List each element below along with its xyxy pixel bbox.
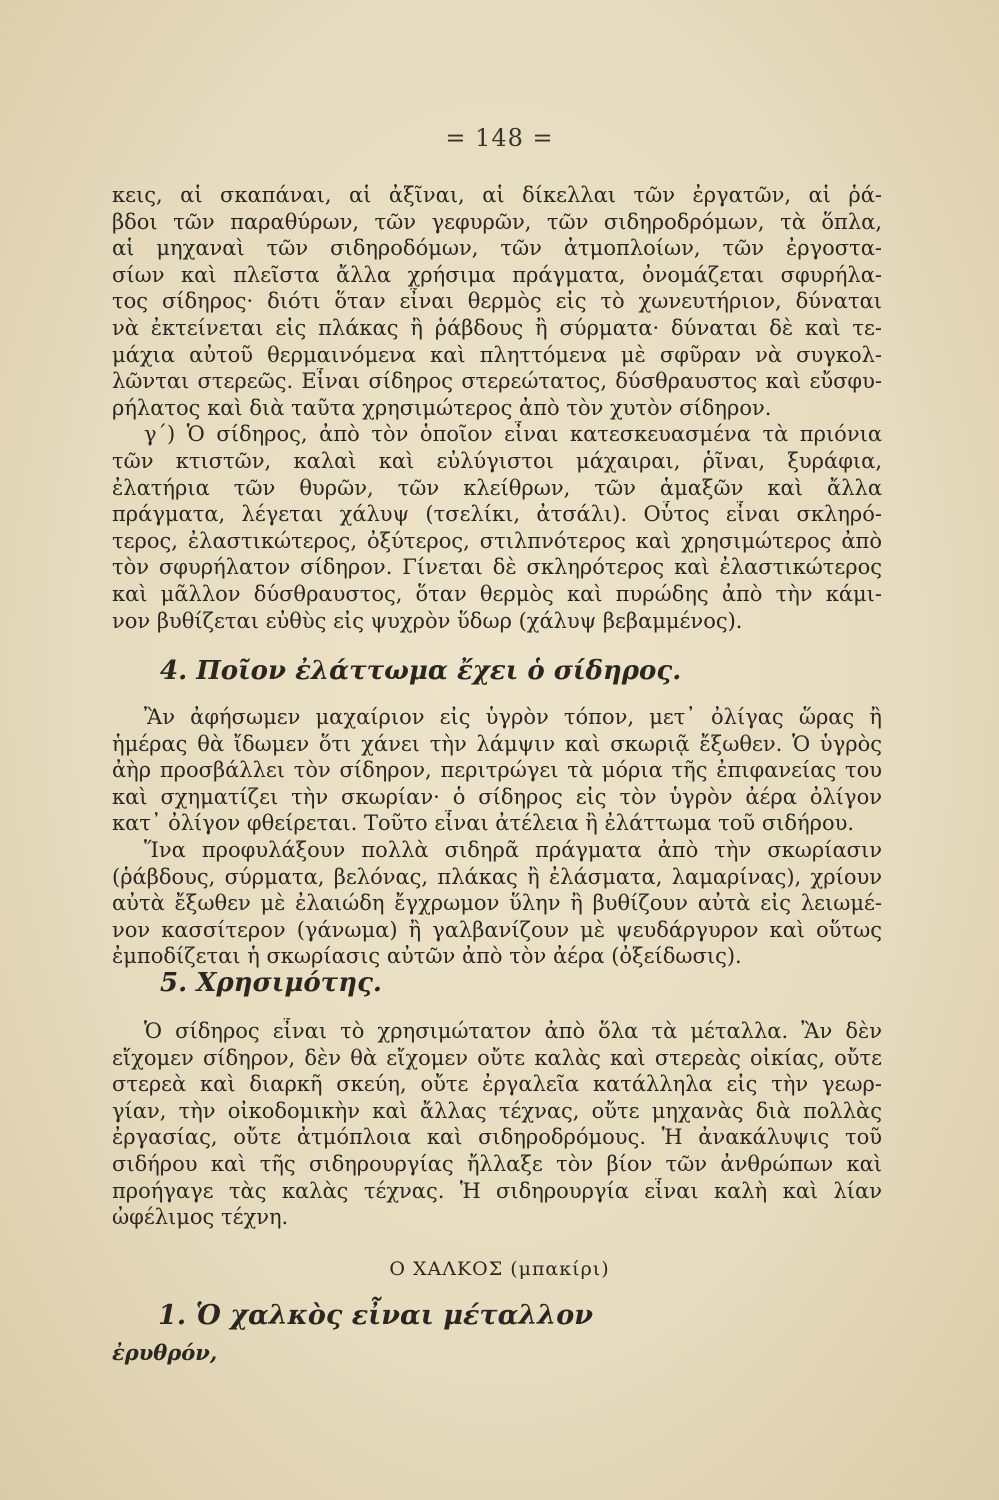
text-line: γίαν, τὴν οἰκοδομικὴν καὶ ἄλλας τέχνας, οὔτε μηχανὰς διὰ πολλὰς (112, 1098, 882, 1123)
text-line: ρήλατος καὶ διὰ ταῦτα χρησιμώτερος ἀπὸ τὸν χυτὸν σίδηρον. (112, 395, 772, 420)
text-line: ἐμποδίζεται ἡ σκωρίασις αὐτῶν ἀπὸ τὸν ἀέρα (ὀξείδωσις). (112, 944, 742, 969)
text-line: ὠφέλιμος τέχνη. (112, 1205, 289, 1230)
text-line: πράγματα, λέγεται χάλυψ (τσελίκι, ἀτσάλι). Οὗτος εἶναι σκληρό- (112, 502, 882, 527)
text-line: Ὁ σίδηρος εἶναι τὸ χρησιμώτατον ἀπὸ ὅλα τὰ μέταλλα. Ἂν δὲν (144, 1019, 882, 1043)
text-line: σιδήρου καὶ τῆς σιδηρουργίας ἤλλαξε τὸν βίον τῶν ἀνθρώπων καὶ (112, 1151, 882, 1176)
text-line: νὰ ἐκτείνεται εἰς πλάκας ἢ ῥάβδους ἢ σύρματα· δύναται δὲ καὶ τε- (112, 315, 882, 340)
text-line: ἐλατήρια τῶν θυρῶν, τῶν κλείθρων, τῶν ἁμαξῶν καὶ ἄλλα (112, 475, 882, 500)
text-line: ἡμέρας θὰ ἴδωμεν ὅτι χάνει τὴν λάμψιν καὶ σκωριᾷ ἔξωθεν. Ὁ ὑγρὸς (112, 731, 882, 756)
text-line: τὸν σφυρήλατον σίδηρον. Γίνεται δὲ σκληρότερος καὶ ἐλαστικώτερος (112, 555, 882, 580)
text-line: (ῥάβδους, σύρματα, βελόνας, πλάκας ἢ ἐλάσματα, λαμαρίνας), χρίουν (112, 864, 882, 889)
text-line: τερος, ἐλαστικώτερος, ὀξύτερος, στιλπνότερος καὶ χρησιμώτερος ἀπὸ (112, 528, 882, 553)
heading-section-5: 5. Χρησιμότης. (160, 968, 382, 998)
text-line: Ἵνα προφυλάξουν πολλὰ σιδηρᾶ πράγματα ἀπὸ τὴν σκωρίασιν (144, 837, 882, 862)
text-line: εἴχομεν σίδηρον, δὲν θὰ εἴχομεν οὔτε καλὰς καὶ στερεὰς οἰκίας, οὔτε (112, 1045, 882, 1070)
text-line: μάχια αὐτοῦ θερμαινόμενα καὶ πληττόμενα μὲ σφῦραν νὰ συγκολ- (112, 342, 882, 367)
section-4-text (112, 704, 882, 970)
text-line: γ΄) Ὁ σίδηρος, ἀπὸ τὸν ὁποῖον εἶναι κατεσκευασμένα τὰ πριόνια (144, 422, 882, 447)
text-line: νον βυθίζεται εὐθὺς εἰς ψυχρὸν ὕδωρ (χάλυψ βεβαμμένος). (112, 608, 743, 633)
text-line: καὶ μᾶλλον δύσθραυστος, ὅταν θερμὸς καὶ πυρώδης ἀπὸ τὴν κάμι- (112, 581, 882, 606)
heading-copper-1: 1. Ὁ χαλκὸς εἶναι μέταλλον (158, 1300, 593, 1331)
text-line: στερεὰ καὶ διαρκῆ σκεύη, οὔτε ἐργαλεῖα κατάλληλα εἰς τὴν γεωρ- (112, 1072, 882, 1097)
text-line: ἐργασίας, οὔτε ἀτμόπλοια καὶ σιδηροδρόμους. Ἡ ἀνακάλυψις τοῦ (112, 1125, 882, 1150)
text-line: βδοι τῶν παραθύρων, τῶν γεφυρῶν, τῶν σιδηροδρόμων, τὰ ὅπλα, (112, 209, 882, 234)
heading-copper-1-continuation: ἐρυθρόν, (112, 1340, 218, 1365)
text-line: τῶν κτιστῶν, καλαὶ καὶ εὐλύγιστοι μάχαιραι, ῥῖναι, ξυράφια, (112, 448, 882, 473)
section-3-text (112, 182, 882, 634)
text-line: νον κασσίτερον (γάνωμα) ἢ γαλβανίζουν μὲ ψευδάργυρον καὶ οὕτως (112, 917, 882, 942)
text-line: Ἂν ἀφήσωμεν μαχαίριον εἰς ὑγρὸν τόπον, μετ᾽ ὀλίγας ὥρας ἢ (144, 705, 882, 729)
text-line: σίων καὶ πλεῖστα ἄλλα χρήσιμα πράγματα, ὀνομάζεται σφυρήλα- (112, 262, 882, 287)
text-line: προήγαγε τὰς καλὰς τέχνας. Ἡ σιδηρουργία εἶναι καλὴ καὶ λίαν (112, 1178, 882, 1203)
text-line: ἀὴρ προσβάλλει τὸν σίδηρον, περιτρώγει τὰ μόρια τῆς ἐπιφανείας του (112, 758, 882, 783)
text-line: αἱ μηχαναὶ τῶν σιδηροδόμων, τῶν ἀτμοπλοίων, τῶν ἐργοστα- (112, 236, 882, 261)
text-line: τος σίδηρος· διότι ὅταν εἶναι θερμὸς εἰς τὸ χωνευτήριον, δύναται (112, 289, 882, 314)
text-line: καὶ σχηματίζει τὴν σκωρίαν· ὁ σίδηρος εἰς τὸν ὑγρὸν ἀέρα ὀλίγον (112, 784, 882, 809)
text-line: κατ᾽ ὀλίγον φθείρεται. Τοῦτο εἶναι ἀτέλεια ἢ ἐλάττωμα τοῦ σιδήρου. (112, 811, 855, 836)
chapter-title-copper: Ο ΧΑΛΚΟΣ (μπακίρι) (389, 1258, 610, 1280)
text-line: λῶνται στερεῶς. Εἶναι σίδηρος στερεώτατος, δύσθραυστος καὶ εὔσφυ- (112, 369, 882, 394)
page-number: = 148 = (445, 124, 554, 152)
heading-section-4: 4. Ποῖον ἐλάττωμα ἔχει ὁ σίδηρος. (160, 656, 682, 686)
section-5-text (112, 1018, 882, 1231)
text-line: αὐτὰ ἔξωθεν μὲ ἐλαιώδη ἔγχρωμον ὕλην ἢ βυθίζουν αὐτὰ εἰς λειωμέ- (112, 891, 882, 916)
text-line: κεις, αἱ σκαπάναι, αἱ ἀξῖναι, αἱ δίκελλαι τῶν ἐργατῶν, αἱ ῥά- (112, 183, 882, 207)
